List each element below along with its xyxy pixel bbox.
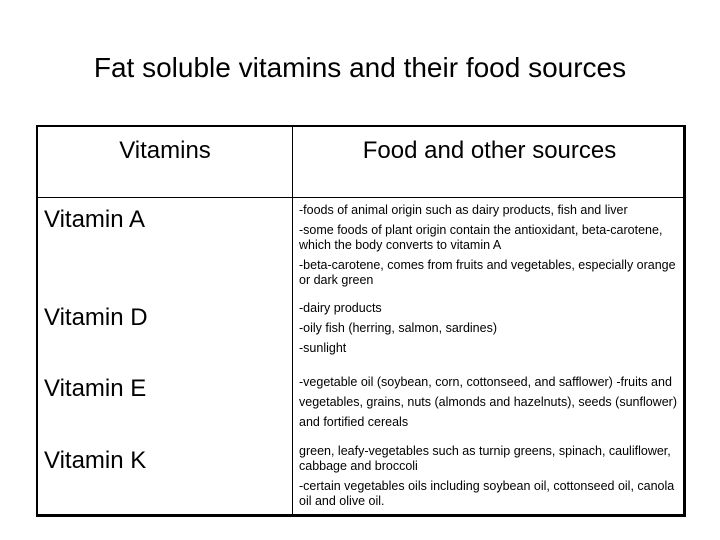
vitamin-name-d: Vitamin D bbox=[44, 304, 148, 331]
source-line: -sunlight bbox=[299, 341, 347, 355]
vitamin-name-k: Vitamin K bbox=[44, 447, 147, 474]
source-line: -foods of animal origin such as dairy products, fish and liver bbox=[299, 203, 628, 217]
source-line: -oily fish (herring, salmon, sardines) bbox=[299, 321, 497, 335]
sources-vitamin-d bbox=[299, 301, 684, 361]
vitamin-name-a: Vitamin A bbox=[44, 206, 145, 233]
source-line: -beta-carotene, comes from fruits and vegetables, especially orange or dark green bbox=[299, 258, 676, 287]
source-line: green, leafy-vegetables such as turnip greens, spinach, cauliflower, cabbage and broccoli bbox=[299, 444, 671, 473]
vitamins-table bbox=[36, 125, 686, 517]
slide-title: Fat soluble vitamins and their food sources bbox=[93, 52, 627, 83]
source-line: -some foods of plant origin contain the antioxidant, beta-carotene, which the body converts to vitamin A bbox=[299, 223, 663, 252]
source-line: -certain vegetables oils including soybean oil, cottonseed oil, canola oil and olive oil. bbox=[299, 479, 675, 508]
sources-vitamin-k bbox=[299, 444, 684, 514]
source-line: -dairy products bbox=[299, 301, 382, 315]
header-vitamins: Vitamins bbox=[119, 137, 211, 164]
sources-vitamin-a bbox=[299, 203, 684, 293]
header-divider bbox=[38, 197, 683, 198]
source-line: -vegetable oil (soybean, corn, cottonseed, and safflower) -fruits and vegetables, grains, nuts (almonds and hazelnuts), seeds (sunflower) and fortified cereals bbox=[299, 375, 677, 429]
vitamin-name-e: Vitamin E bbox=[44, 375, 147, 402]
sources-vitamin-e bbox=[299, 372, 684, 437]
header-food-sources: Food and other sources bbox=[362, 137, 617, 164]
